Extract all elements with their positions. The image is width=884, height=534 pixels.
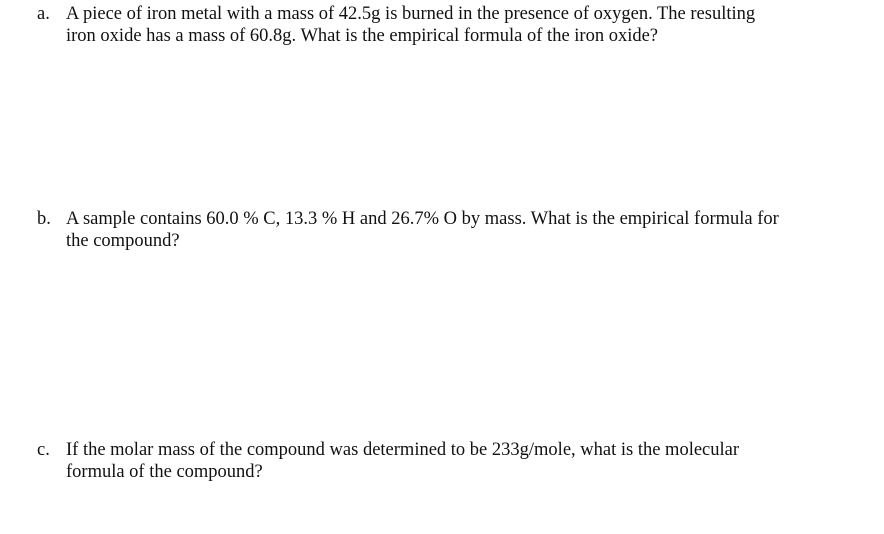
question-line: iron oxide has a mass of 60.8g. What is the empirical formula of the iron oxide? (66, 26, 659, 46)
question-marker: a. (37, 4, 50, 24)
question-text (66, 3, 866, 47)
question-line: the compound? (66, 231, 180, 251)
question-text (66, 439, 866, 483)
question-marker: c. (37, 440, 50, 460)
question-text (66, 208, 866, 252)
question-marker: b. (37, 209, 51, 229)
question-line: If the molar mass of the compound was determined to be 233g/mole, what is the molecular (66, 440, 740, 460)
question-line: formula of the compound? (66, 462, 263, 482)
question-line: A piece of iron metal with a mass of 42.5g is burned in the presence of oxygen. The resulting (66, 4, 756, 24)
question-line: A sample contains 60.0 % C, 13.3 % H and 26.7% O by mass. What is the empirical formula for (66, 209, 779, 229)
